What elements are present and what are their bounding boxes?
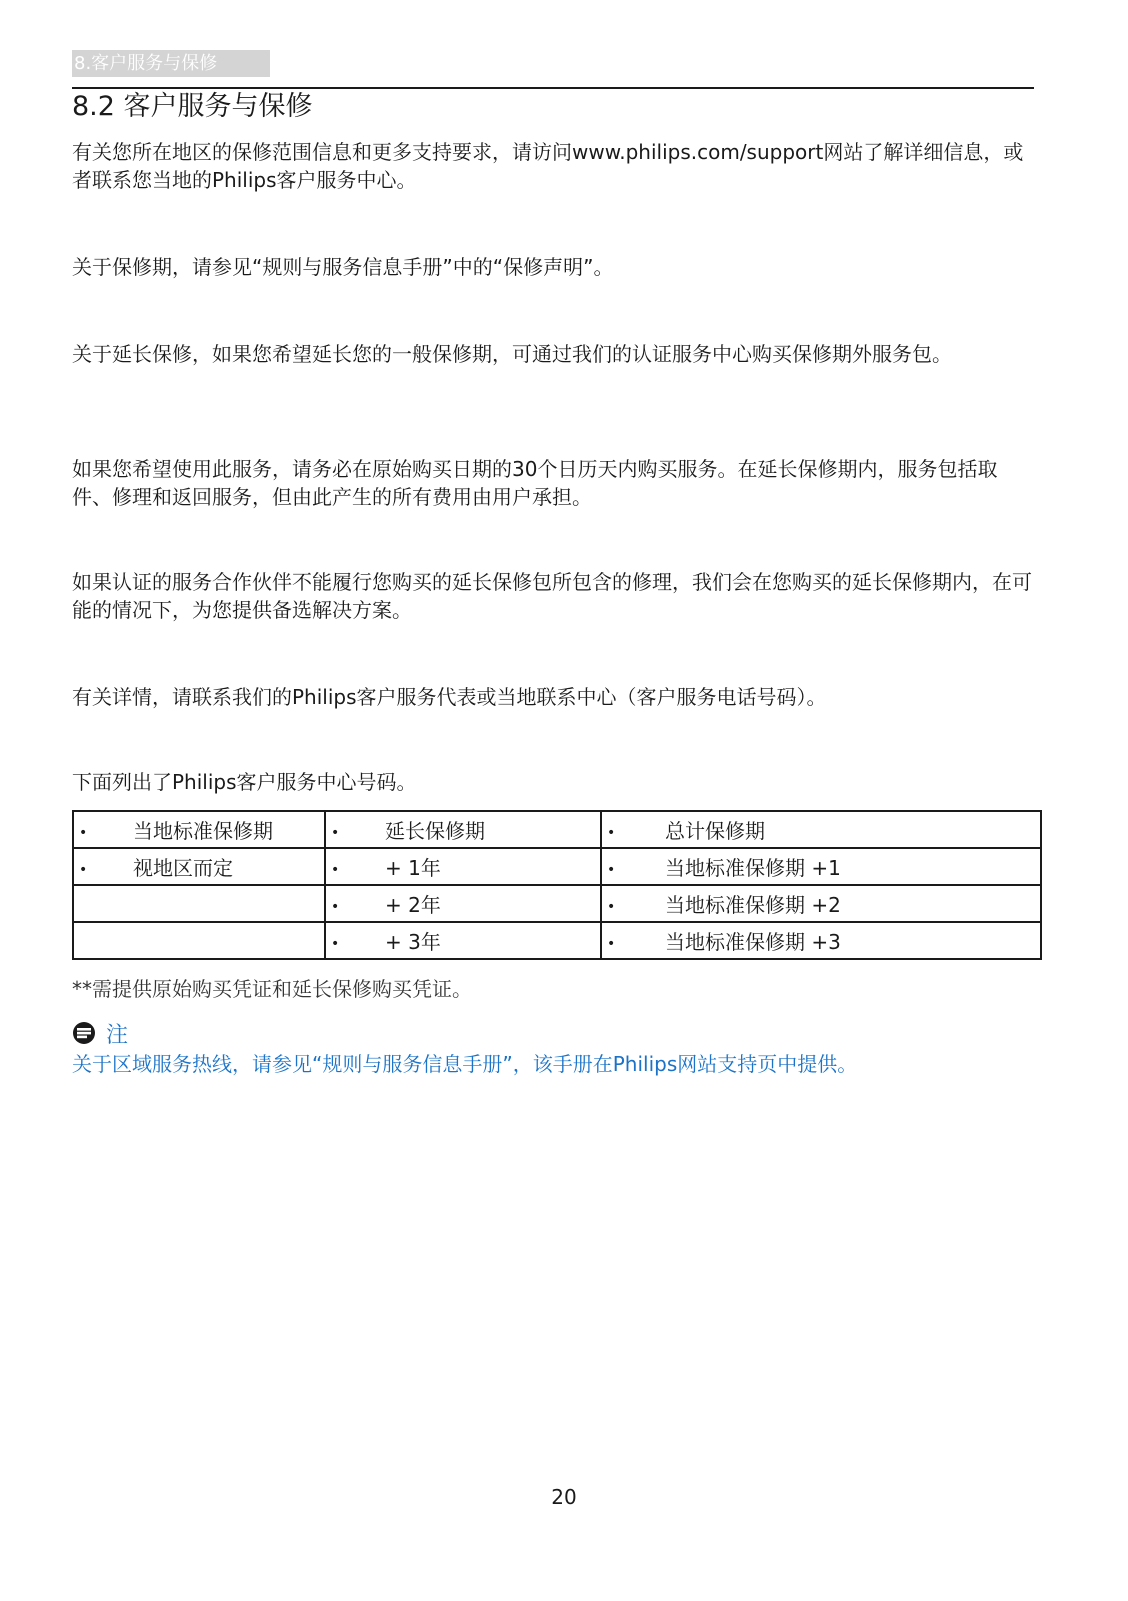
table-cell — [73, 922, 325, 959]
table-cell — [73, 885, 325, 922]
header-local-warranty: 当地标准保修期 — [133, 819, 273, 843]
table-cell — [601, 811, 1041, 848]
cell-text: + 2年 — [385, 893, 441, 917]
note-heading: 注 — [106, 1022, 129, 1048]
bullet-marker: • — [607, 824, 616, 841]
paragraph-service-center-list: 下面列出了Philips客户服务中心号码。 — [72, 770, 417, 794]
section-title: 8.2 客户服务与保修 — [72, 91, 313, 122]
bullet-marker: • — [331, 861, 340, 878]
table-row — [73, 885, 1041, 922]
paragraph-extended-warranty: 关于延长保修，如果您希望延长您的一般保修期，可通过我们的认证服务中心购买保修期外服务包。 — [72, 342, 952, 366]
table-cell — [325, 922, 601, 959]
paragraph-contact-details: 有关详情，请联系我们的Philips客户服务代表或当地联系中心（客户服务电话号码）。 — [72, 685, 827, 709]
paragraph-alternative-solution: 如果认证的服务合作伙伴不能履行您购买的延长保修包所包含的修理，我们会在您购买的延长保修期内，在可能的情况下，为您提供备选解决方案。 — [72, 570, 1032, 622]
bullet-marker: • — [79, 824, 88, 841]
bullet-marker: • — [607, 935, 616, 952]
section-header-tab: 8.客户服务与保修 — [72, 50, 270, 77]
table-cell — [325, 885, 601, 922]
table-row — [73, 922, 1041, 959]
note-body: 关于区域服务热线，请参见“规则与服务信息手册”，该手册在Philips网站支持页中提供。 — [72, 1052, 858, 1076]
paragraph-purchase-window: 如果您希望使用此服务，请务必在原始购买日期的30个日历天内购买服务。在延长保修期内，服务包括取件、修理和返回服务，但由此产生的所有费用由用户承担。 — [72, 457, 998, 509]
note-header — [72, 1018, 128, 1048]
note-icon — [72, 1021, 96, 1045]
table-footnote: **需提供原始购买凭证和延长保修购买凭证。 — [72, 977, 472, 1001]
table-cell — [73, 848, 325, 885]
header-total-warranty: 总计保修期 — [665, 819, 765, 843]
bullet-marker: • — [331, 898, 340, 915]
table-row — [73, 848, 1041, 885]
table-cell — [601, 848, 1041, 885]
bullet-marker: • — [607, 861, 616, 878]
cell-text: 视地区而定 — [133, 856, 233, 880]
table-cell — [601, 885, 1041, 922]
bullet-marker: • — [331, 935, 340, 952]
cell-text: 当地标准保修期 +2 — [665, 893, 841, 917]
bullet-marker: • — [79, 861, 88, 878]
header-extended-warranty: 延长保修期 — [385, 819, 485, 843]
cell-text: 当地标准保修期 +1 — [665, 856, 841, 880]
cell-text: + 1年 — [385, 856, 441, 880]
table-cell — [73, 811, 325, 848]
cell-text: 当地标准保修期 +3 — [665, 930, 841, 954]
bullet-marker: • — [607, 898, 616, 915]
warranty-table — [72, 810, 1042, 960]
table-header-row — [73, 811, 1041, 848]
paragraph-support-info: 有关您所在地区的保修范围信息和更多支持要求，请访问www.philips.com/support网站了解详细信息，或者联系您当地的Philips客户服务中心。 — [72, 140, 1024, 192]
table-cell — [601, 922, 1041, 959]
bullet-marker: • — [331, 824, 340, 841]
table-cell — [325, 848, 601, 885]
table-cell — [325, 811, 601, 848]
page-number: 20 — [551, 1485, 577, 1509]
paragraph-warranty-period: 关于保修期，请参见“规则与服务信息手册”中的“保修声明”。 — [72, 255, 614, 279]
cell-text: + 3年 — [385, 930, 441, 954]
